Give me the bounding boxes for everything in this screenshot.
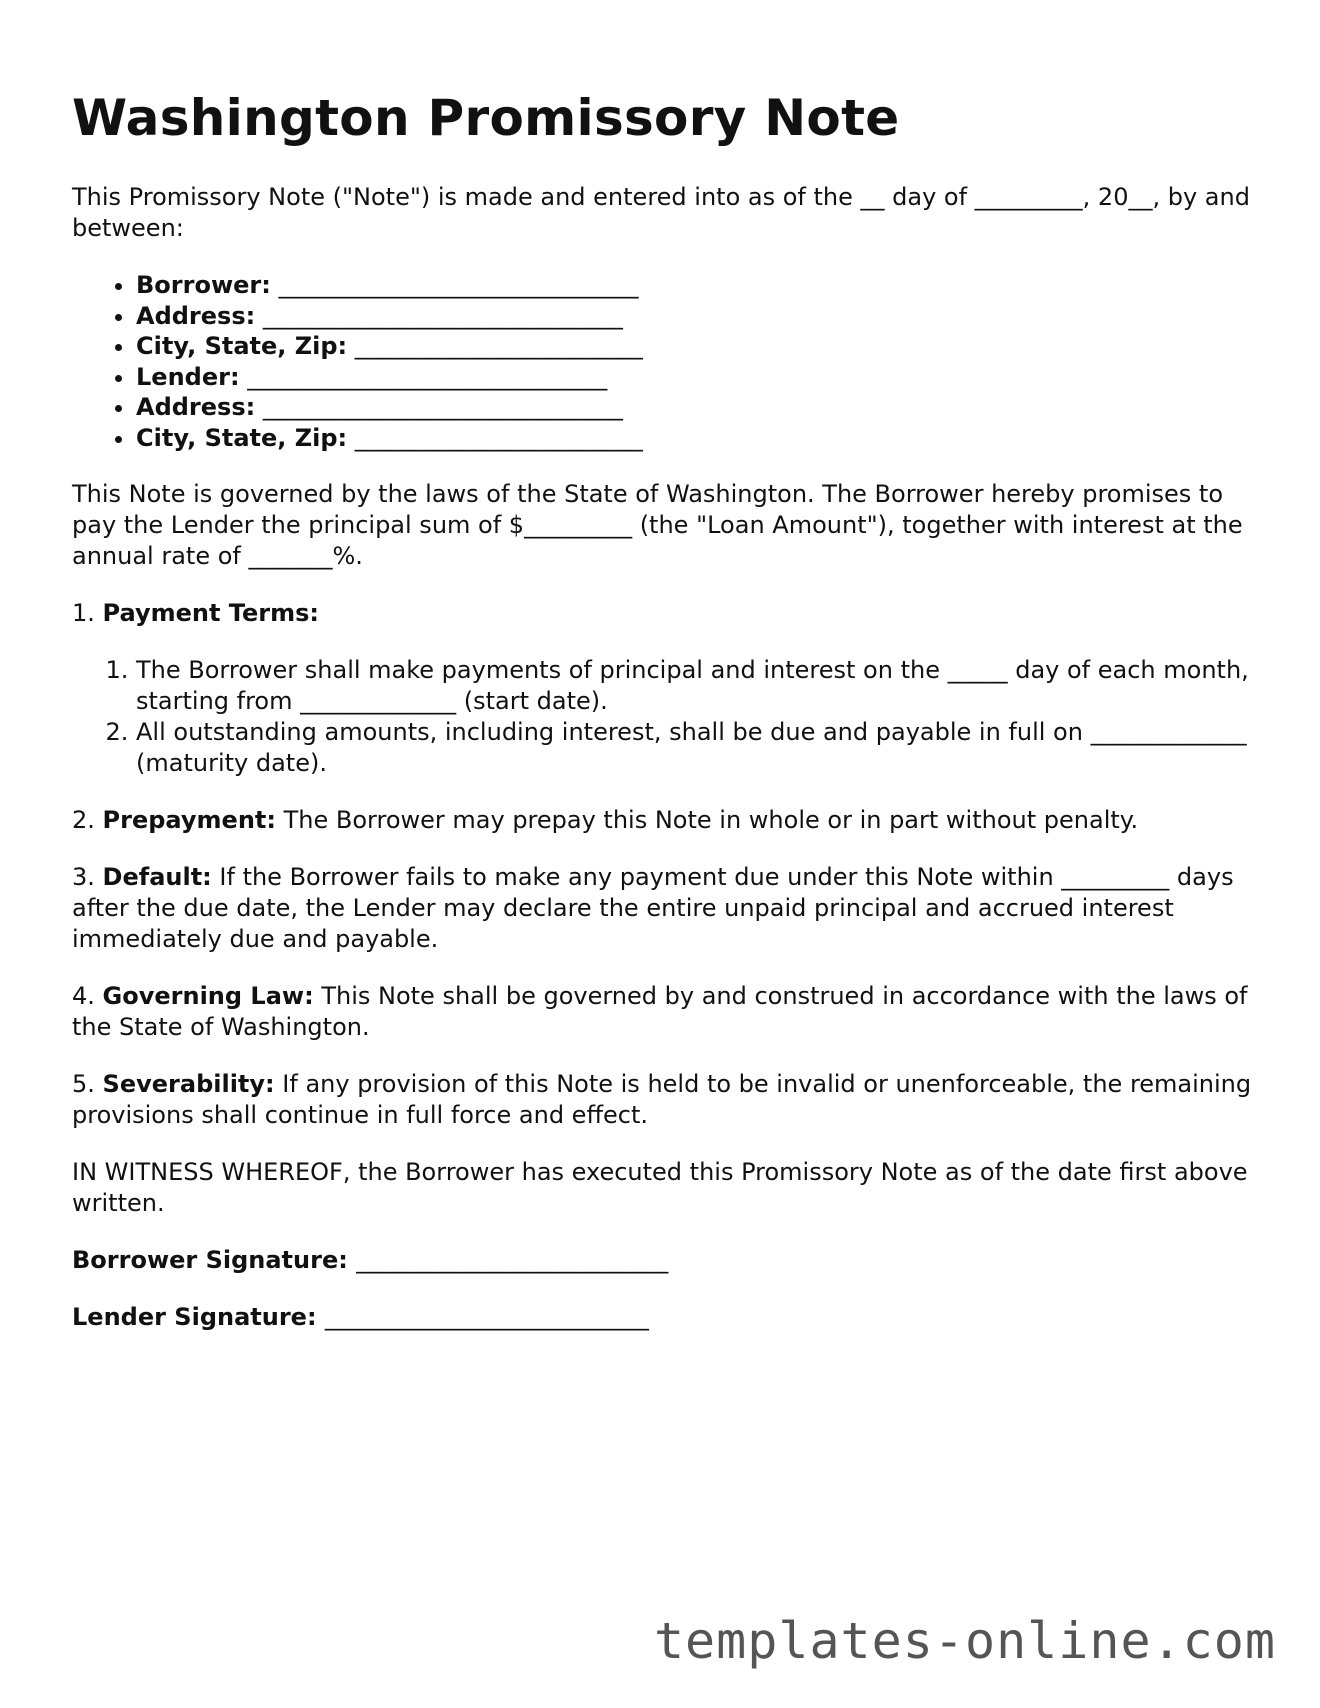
section-heading: Prepayment: — [102, 806, 276, 834]
party-item-borrower — [136, 270, 1252, 301]
party-blank: ______________________________ — [262, 393, 623, 421]
party-blank: ______________________________ — [262, 301, 623, 330]
section-number: 3. — [72, 863, 95, 891]
section-heading: Governing Law: — [102, 982, 314, 1010]
section-heading: Default: — [102, 863, 212, 891]
payment-term-item: 1. The Borrower shall make payments of principal and interest on the _____ day of each month, starting from _____________ (start date). — [136, 655, 1252, 717]
party-label: City, State, Zip: — [136, 423, 348, 452]
document-title: Washington Promissory Note — [72, 89, 900, 147]
section-heading: Severability: — [102, 1070, 275, 1098]
party-blank: ________________________ — [354, 423, 643, 452]
party-label: City, State, Zip: — [136, 332, 348, 360]
section-text: This Note shall be governed by and construed in accordance with the laws of the State of Washington. — [72, 982, 1248, 1041]
section-payment-terms — [72, 598, 1252, 629]
section-text: The Borrower may prepay this Note in whole or in part without penalty. — [283, 806, 1139, 834]
signature-line: __________________________ — [356, 1246, 669, 1274]
party-item-lender-city — [136, 423, 1252, 454]
section-text: If any provision of this Note is held to be invalid or unenforceable, the remaining provisions shall continue in full force and effect. — [72, 1070, 1252, 1129]
parties-list — [72, 270, 1252, 453]
intro-paragraph: This Promissory Note ("Note") is made and entered into as of the __ day of _________, 20__, by and between: — [72, 183, 1250, 242]
party-item-borrower-city — [136, 331, 1252, 362]
document-page — [72, 88, 1252, 1359]
section-number: 5. — [72, 1070, 95, 1098]
governing-intro-paragraph: This Note is governed by the laws of the State of Washington. The Borrower hereby promises to pay the Lender the principal sum of $_________ (the "Loan Amount"), together with interest at the annual rate of _______%. — [72, 480, 1243, 570]
payment-term-item: 2. All outstanding amounts, including interest, shall be due and payable in full on _____________ (maturity date). — [136, 717, 1252, 779]
section-severability — [72, 1069, 1252, 1131]
party-blank: ________________________ — [354, 332, 643, 360]
section-number: 2. — [72, 806, 95, 834]
section-heading: Payment Terms: — [102, 599, 319, 627]
signature-line: ___________________________ — [324, 1303, 649, 1331]
section-governing-law — [72, 981, 1252, 1043]
payment-terms-list — [72, 655, 1252, 779]
signature-label: Lender Signature: — [72, 1303, 317, 1331]
section-default — [72, 862, 1252, 955]
signature-label: Borrower Signature: — [72, 1246, 348, 1274]
party-item-lender-address — [136, 392, 1252, 423]
party-blank: ______________________________ — [247, 362, 608, 391]
party-item-lender — [136, 362, 1252, 393]
party-label: Lender: — [136, 362, 240, 391]
section-number: 1. — [72, 599, 95, 627]
witness-paragraph: IN WITNESS WHEREOF, the Borrower has executed this Promissory Note as of the date first above written. — [72, 1158, 1248, 1217]
party-item-borrower-address — [136, 301, 1252, 332]
party-label: Address: — [136, 393, 256, 421]
watermark-text: templates-online.com — [653, 1612, 1276, 1670]
borrower-signature — [72, 1245, 1252, 1276]
section-number: 4. — [72, 982, 95, 1010]
party-blank: ______________________________ — [278, 271, 639, 299]
lender-signature — [72, 1302, 1252, 1333]
section-prepayment — [72, 805, 1252, 836]
section-text: If the Borrower fails to make any payment due under this Note within _________ days after the due date, the Lender may declare the entire unpaid principal and accrued interest immediately due and payable. — [72, 863, 1234, 953]
party-label: Address: — [136, 301, 256, 330]
party-label: Borrower: — [136, 271, 271, 299]
